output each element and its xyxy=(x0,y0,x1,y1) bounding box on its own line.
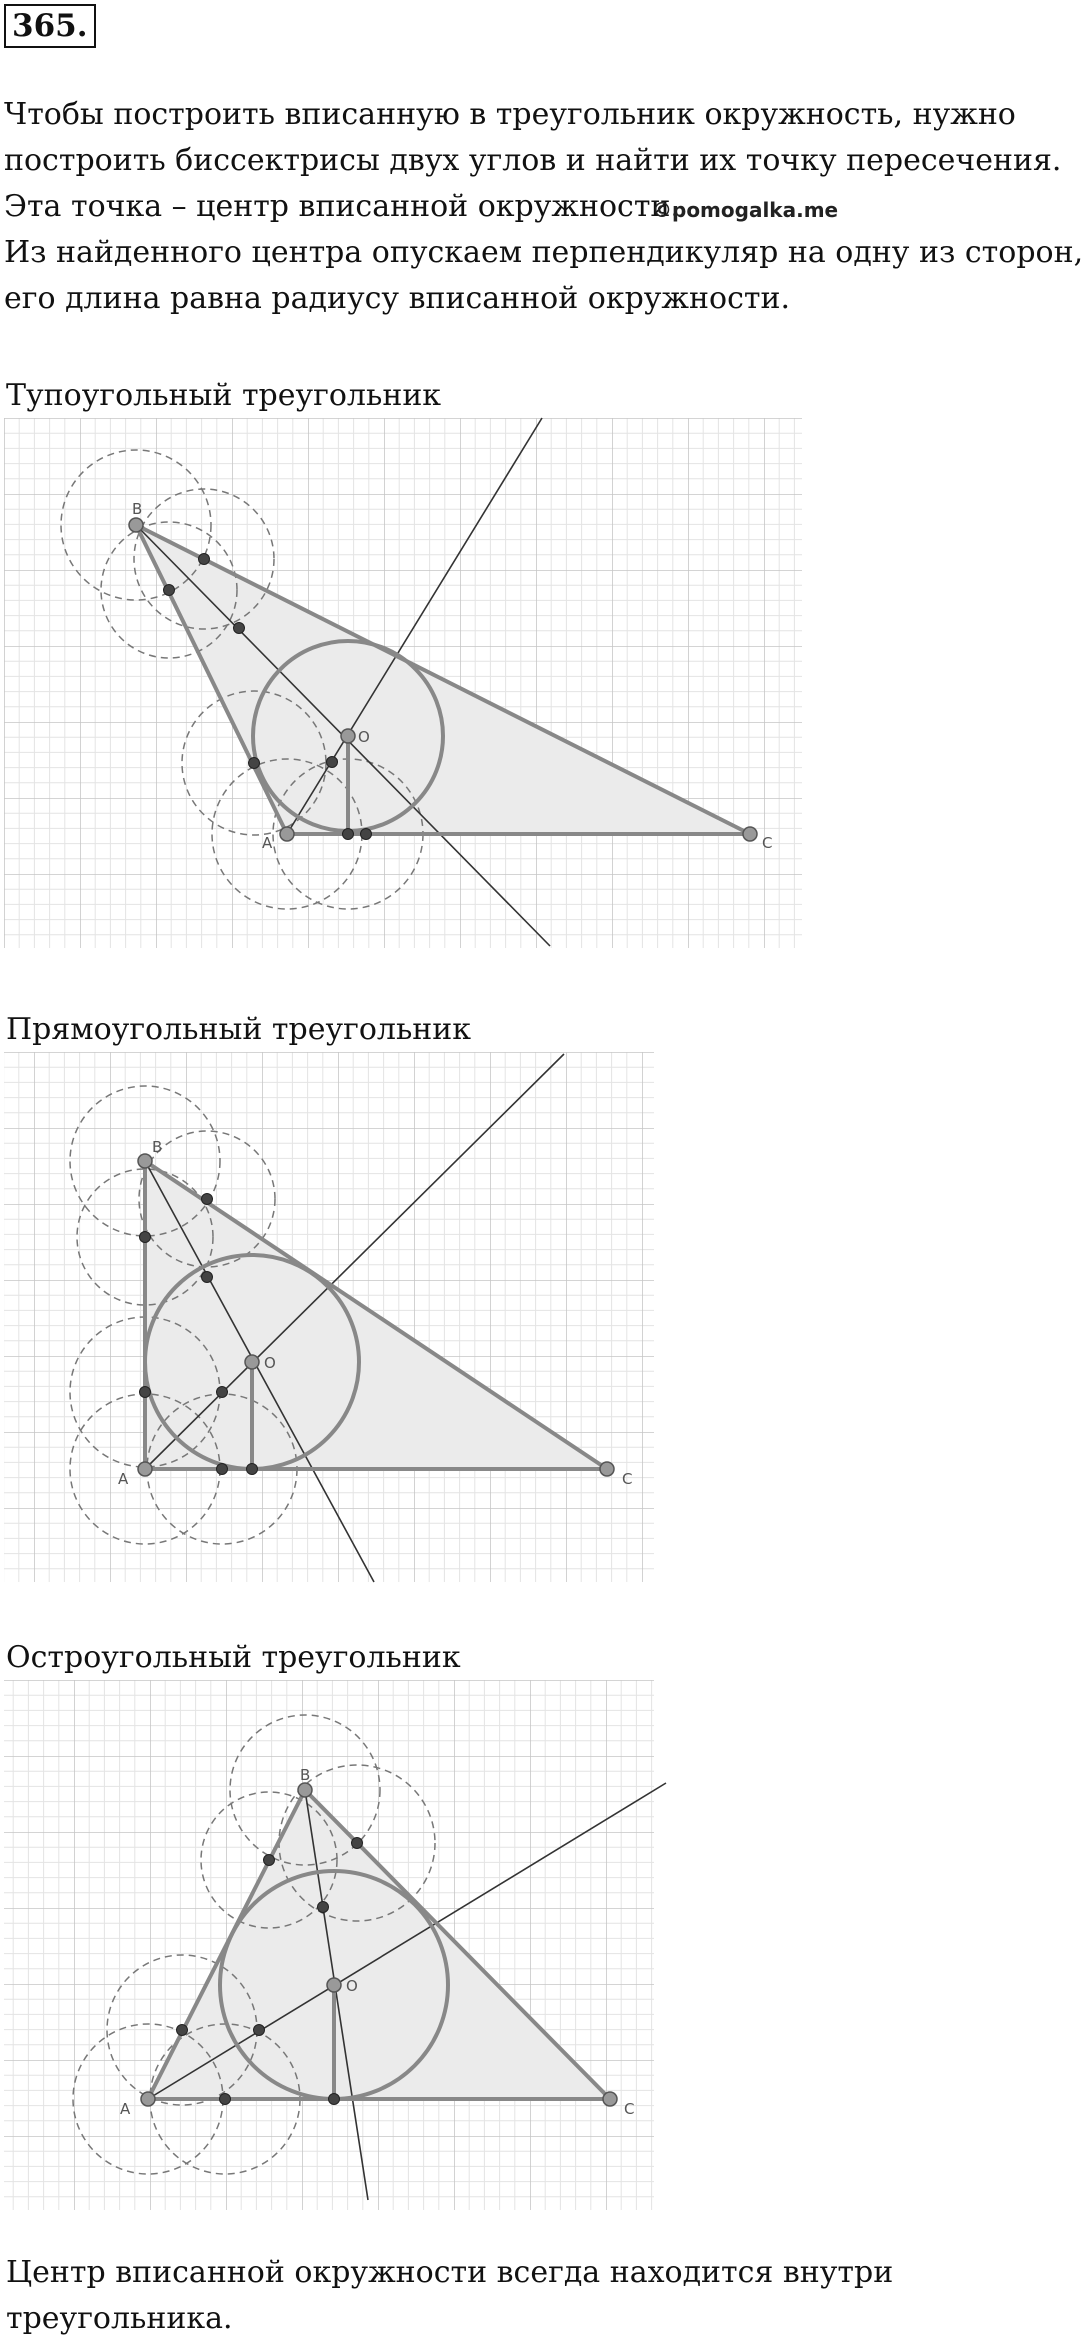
label-c: C xyxy=(622,1470,633,1488)
label-b: B xyxy=(132,500,143,518)
label-o: O xyxy=(264,1354,276,1372)
vertex-b xyxy=(138,1154,152,1168)
section-title-right: Прямоугольный треугольник xyxy=(6,1012,472,1047)
incenter xyxy=(327,1978,341,1992)
label-a: A xyxy=(118,1470,129,1488)
label-o: O xyxy=(358,728,370,746)
diagram-right xyxy=(4,1052,654,1582)
vertex-a xyxy=(138,1462,152,1476)
vertex-a xyxy=(280,827,294,841)
label-o: O xyxy=(346,1977,358,1995)
vertex-b xyxy=(298,1783,312,1797)
intro-line: Чтобы построить вписанную в треугольник окружность, нужно xyxy=(4,97,1016,132)
diagram-obtuse xyxy=(4,418,802,948)
vertex-c xyxy=(603,2092,617,2106)
incenter xyxy=(341,729,355,743)
label-b: B xyxy=(152,1138,163,1156)
vertex-c xyxy=(600,1462,614,1476)
label-a: A xyxy=(120,2100,131,2118)
diagram-acute xyxy=(4,1680,654,2210)
intro-line: Эта точка – центр вписанной окружности. xyxy=(4,189,680,224)
intro-line: Из найденного центра опускаем перпендикуляр на одну из сторон, xyxy=(4,235,1083,270)
label-a: A xyxy=(262,834,273,852)
label-b: B xyxy=(300,1766,311,1784)
watermark: ©pomogalka.me xyxy=(652,198,839,222)
intro-line: построить биссектрисы двух углов и найти их точку пересечения. xyxy=(4,143,1062,178)
conclusion-line: треугольника. xyxy=(6,2301,233,2336)
label-c: C xyxy=(624,2100,635,2118)
conclusion xyxy=(6,2250,946,2342)
vertex-a xyxy=(141,2092,155,2106)
task-number: 365. xyxy=(4,4,96,48)
vertex-b xyxy=(129,518,143,532)
conclusion-line: Центр вписанной окружности всегда находится внутри xyxy=(6,2255,894,2290)
label-c: C xyxy=(762,834,773,852)
incenter xyxy=(245,1355,259,1369)
section-title-obtuse: Тупоугольный треугольник xyxy=(6,378,442,413)
intro-line: его длина равна радиусу вписанной окружности. xyxy=(4,281,791,316)
section-title-acute: Остроугольный треугольник xyxy=(6,1640,461,1675)
vertex-c xyxy=(743,827,757,841)
